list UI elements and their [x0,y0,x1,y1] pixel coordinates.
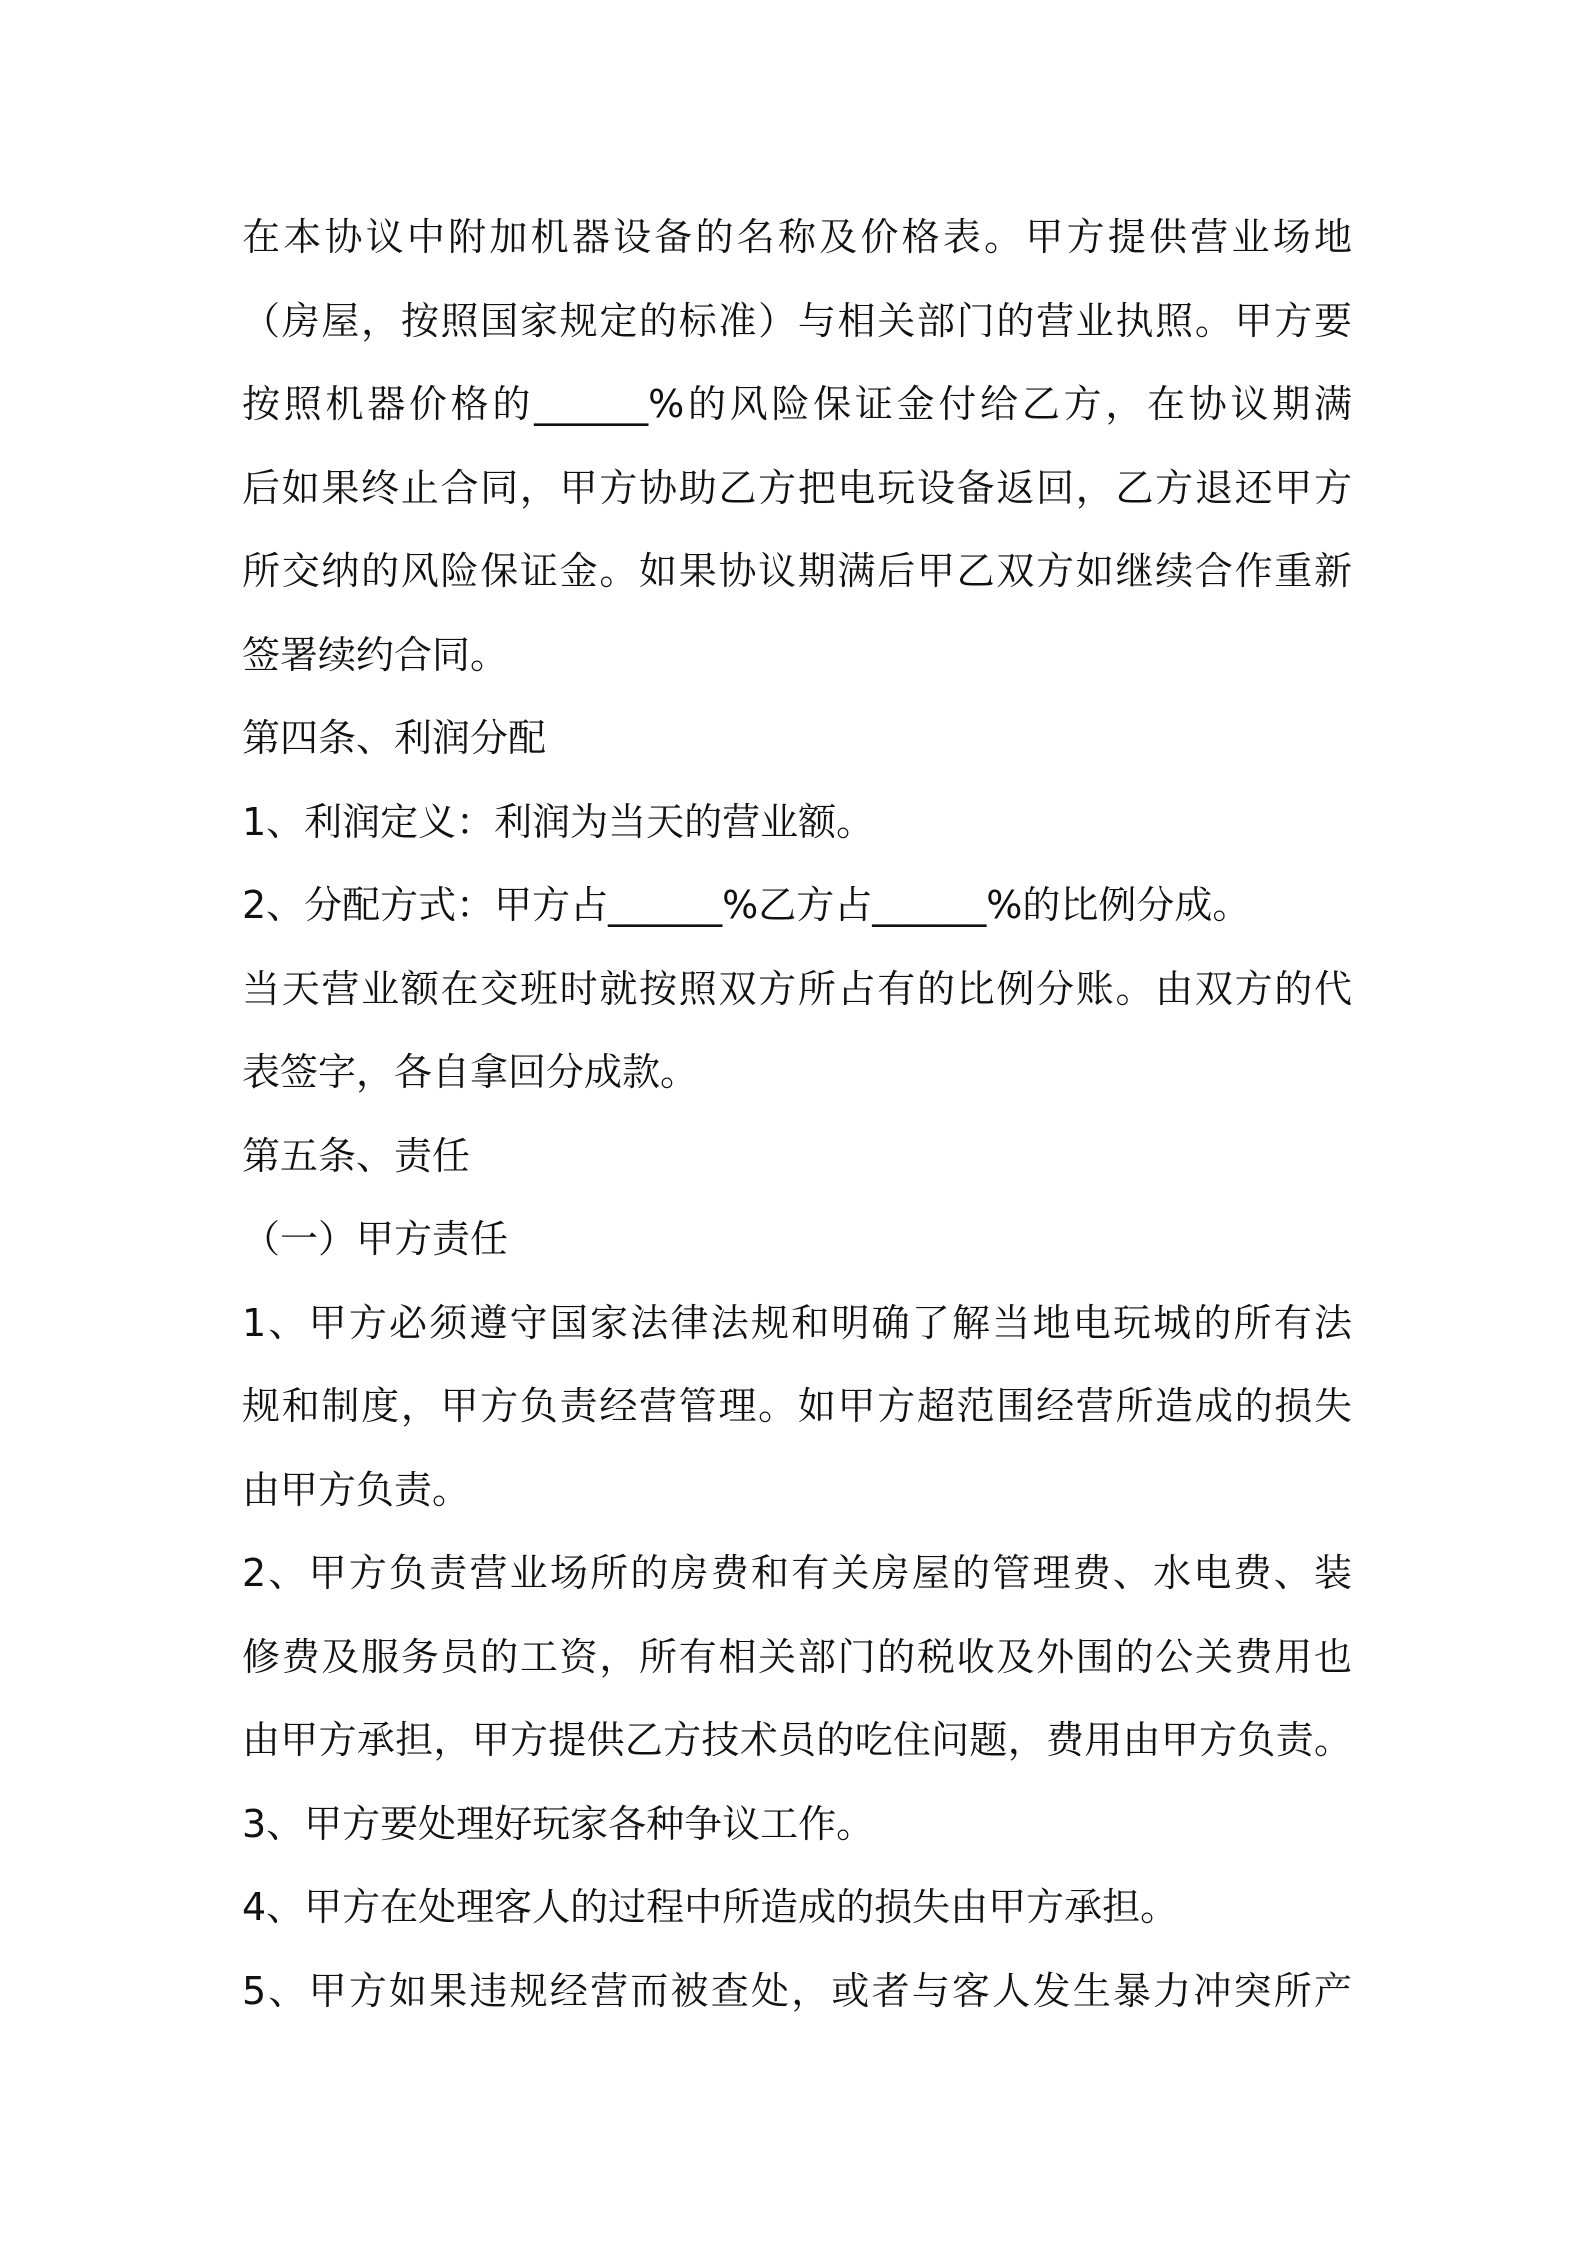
paragraph-line: 所交纳的风险保证金。如果协议期满后甲乙双方如继续合作重新 [242,549,1352,593]
paragraph-line: 签署续约合同。 [242,632,509,677]
paragraph-line: 由甲方负责。 [242,1467,471,1512]
list-item: 3、甲方要处理好玩家各种争议工作。 [242,1801,875,1846]
paragraph-line: 在本协议中附加机器设备的名称及价格表。甲方提供营业场地 [242,215,1352,259]
section-heading: 第四条、利润分配 [242,716,547,760]
paragraph-line: 按照机器价格的______%的风险保证金付给乙方，在协议期满 [242,382,1352,426]
document-body [242,196,1352,2033]
paragraph-line: 后如果终止合同，甲方协助乙方把电玩设备返回，乙方退还甲方 [242,465,1352,510]
list-item: 2、甲方负责营业场所的房费和有关房屋的管理费、水电费、装 [242,1551,1352,1595]
list-item: 5、甲方如果违规经营而被查处，或者与客人发生暴力冲突所产 [242,1968,1352,2013]
paragraph-line: 规和制度，甲方负责经营管理。如甲方超范围经营所造成的损失 [242,1384,1352,1428]
list-item: 2、分配方式：甲方占______%乙方占______%的比例分成。 [242,883,1251,927]
paragraph-line: 由甲方承担，甲方提供乙方技术员的吃住问题，费用由甲方负责。 [242,1718,1352,1762]
list-item: 1、甲方必须遵守国家法律法规和明确了解当地电玩城的所有法 [242,1300,1352,1345]
paragraph-line: （房屋，按照国家规定的标准）与相关部门的营业执照。甲方要 [242,298,1352,343]
list-item: 1、利润定义：利润为当天的营业额。 [242,799,875,844]
paragraph-line: 修费及服务员的工资，所有相关部门的税收及外围的公关费用也 [242,1634,1352,1679]
list-item: 4、甲方在处理客人的过程中所造成的损失由甲方承担。 [242,1885,1179,1929]
paragraph-line: 当天营业额在交班时就按照双方所占有的比例分账。由双方的代 [242,966,1352,1011]
paragraph-line: 表签字，各自拿回分成款。 [242,1050,699,1094]
subsection-heading: （一）甲方责任 [242,1217,509,1261]
section-heading: 第五条、责任 [242,1133,471,1178]
